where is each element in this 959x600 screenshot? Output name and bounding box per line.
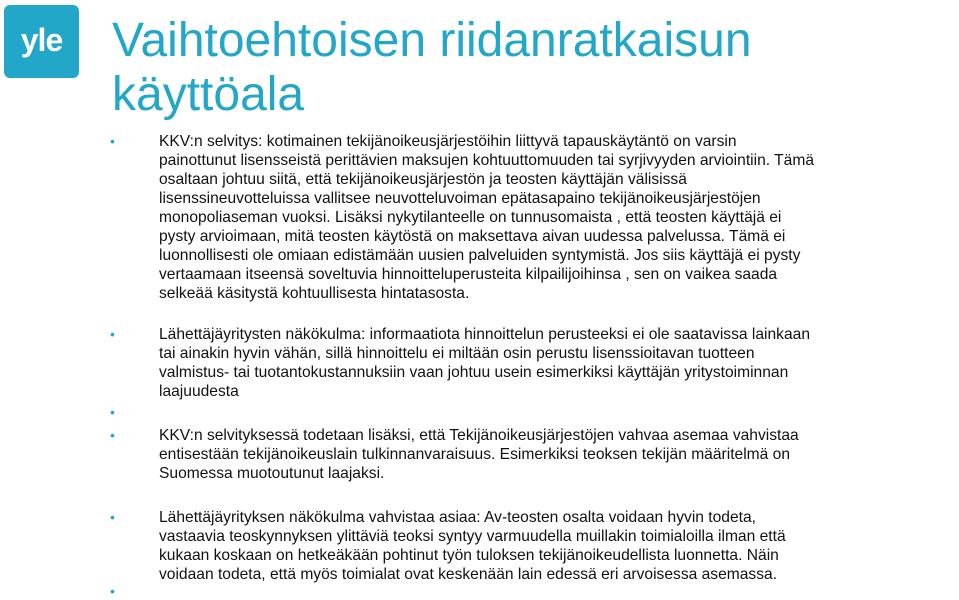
paragraph-line: KKV:n selvitys: kotimainen tekijänoikeusjärjestöihin liittyvä tapauskäytäntö on varsin <box>159 133 737 150</box>
paragraph-line: tai ainakin hyvin vähän, sillä hinnoittelu ei miltään osin perustu lisenssioitavan tuotteen <box>159 345 755 362</box>
yle-logo-text: yle <box>20 21 63 58</box>
paragraph-line: luonnollisesti ole omiaan edistämään uusien palveluiden syntymistä. Jos siis käyttäjä ei pysty <box>159 247 801 264</box>
paragraph-line: voidaan todeta, että myös toimialat ovat keskenään lain edessä eri arvoisessa asemassa. <box>159 566 778 583</box>
paragraph-line: valmistus- tai tuotantokustannuksiin vaan johtuu usein esimerkiksi käyttäjän yritystoiminnan <box>159 364 789 381</box>
paragraph-line: Lähettäjäyrityksen näkökulma vahvistaa asiaa: Av-teosten osalta voidaan hyvin todeta, <box>159 509 756 526</box>
slide-title-line-2: käyttöala <box>112 68 305 121</box>
bullet-paragraph-kkv-selvitys <box>159 132 959 303</box>
paragraph-line: kukaan koskaan on hetkeäkään pohtinut työn tuloksen tekijänoikeudellista luonnetta. Näin <box>159 547 779 564</box>
paragraph-line: painottunut lisensseistä perittävien maksujen kohtuuttomuuden tai syrjivyyden arviointiin. Tämä <box>159 152 814 169</box>
bullet-marker: • <box>110 583 115 599</box>
bullet-paragraph-lahettajayritysten-nakokulma <box>159 325 959 401</box>
paragraph-line: laajuudesta <box>159 383 239 400</box>
slide-title-line-1: Vaihtoehtoisen riidanratkaisun <box>112 14 752 67</box>
paragraph-line: Suomessa muotoutunut laajaksi. <box>159 465 385 482</box>
bullet-paragraph-lahettajayrityksen-nakokulma <box>159 508 959 584</box>
bullet-marker: • <box>110 133 115 149</box>
paragraph-line: monopoliaseman vuoksi. Lisäksi nykytilanteelle on tunnusomaista , että teosten käyttäjä ei <box>159 209 782 226</box>
bullet-marker: • <box>110 427 115 443</box>
bullet-marker: • <box>110 404 115 420</box>
bullet-marker: • <box>110 509 115 525</box>
paragraph-line: selkeää käsitystä kohtuullisesta hintatasosta. <box>159 285 470 302</box>
paragraph-line: osaltaan johtuu siitä, että tekijänoikeusjärjestön ja teosten käyttäjän välisissä <box>159 171 687 188</box>
paragraph-line: vertaamaan itseensä soveltuvia hinnoitteluperusteita kilpailijoihinsa , sen on vaikea saada <box>159 266 778 283</box>
bullet-paragraph-kkv-selvityksessa <box>159 426 959 483</box>
paragraph-line: entisestään tekijänoikeuslain tulkinnanvaraisuus. Esimerkiksi teoksen tekijän määritelmä on <box>159 446 790 463</box>
paragraph-line: vastaavia teoskynnyksen ylittäviä teoksi syntyy varmuudella muillakin toimialoilla ilman että <box>159 528 786 545</box>
bullet-marker: • <box>110 326 115 342</box>
paragraph-line: pysty arvioimaan, mitä teosten käytöstä on maksettava aivan uudessa palvelussa. Tämä ei <box>159 228 786 245</box>
paragraph-line: Lähettäjäyritysten näkökulma: informaatiota hinnoittelun perusteeksi ei ole saatavissa lainkaan <box>159 326 810 343</box>
paragraph-line: lisenssineuvotteluissa vallitsee neuvotteluvoiman epätasapaino tekijänoikeusjärjestöjen <box>159 190 761 207</box>
paragraph-line: KKV:n selvityksessä todetaan lisäksi, että Tekijänoikeusjärjestöjen vahvaa asemaa vahvistaa <box>159 427 799 444</box>
